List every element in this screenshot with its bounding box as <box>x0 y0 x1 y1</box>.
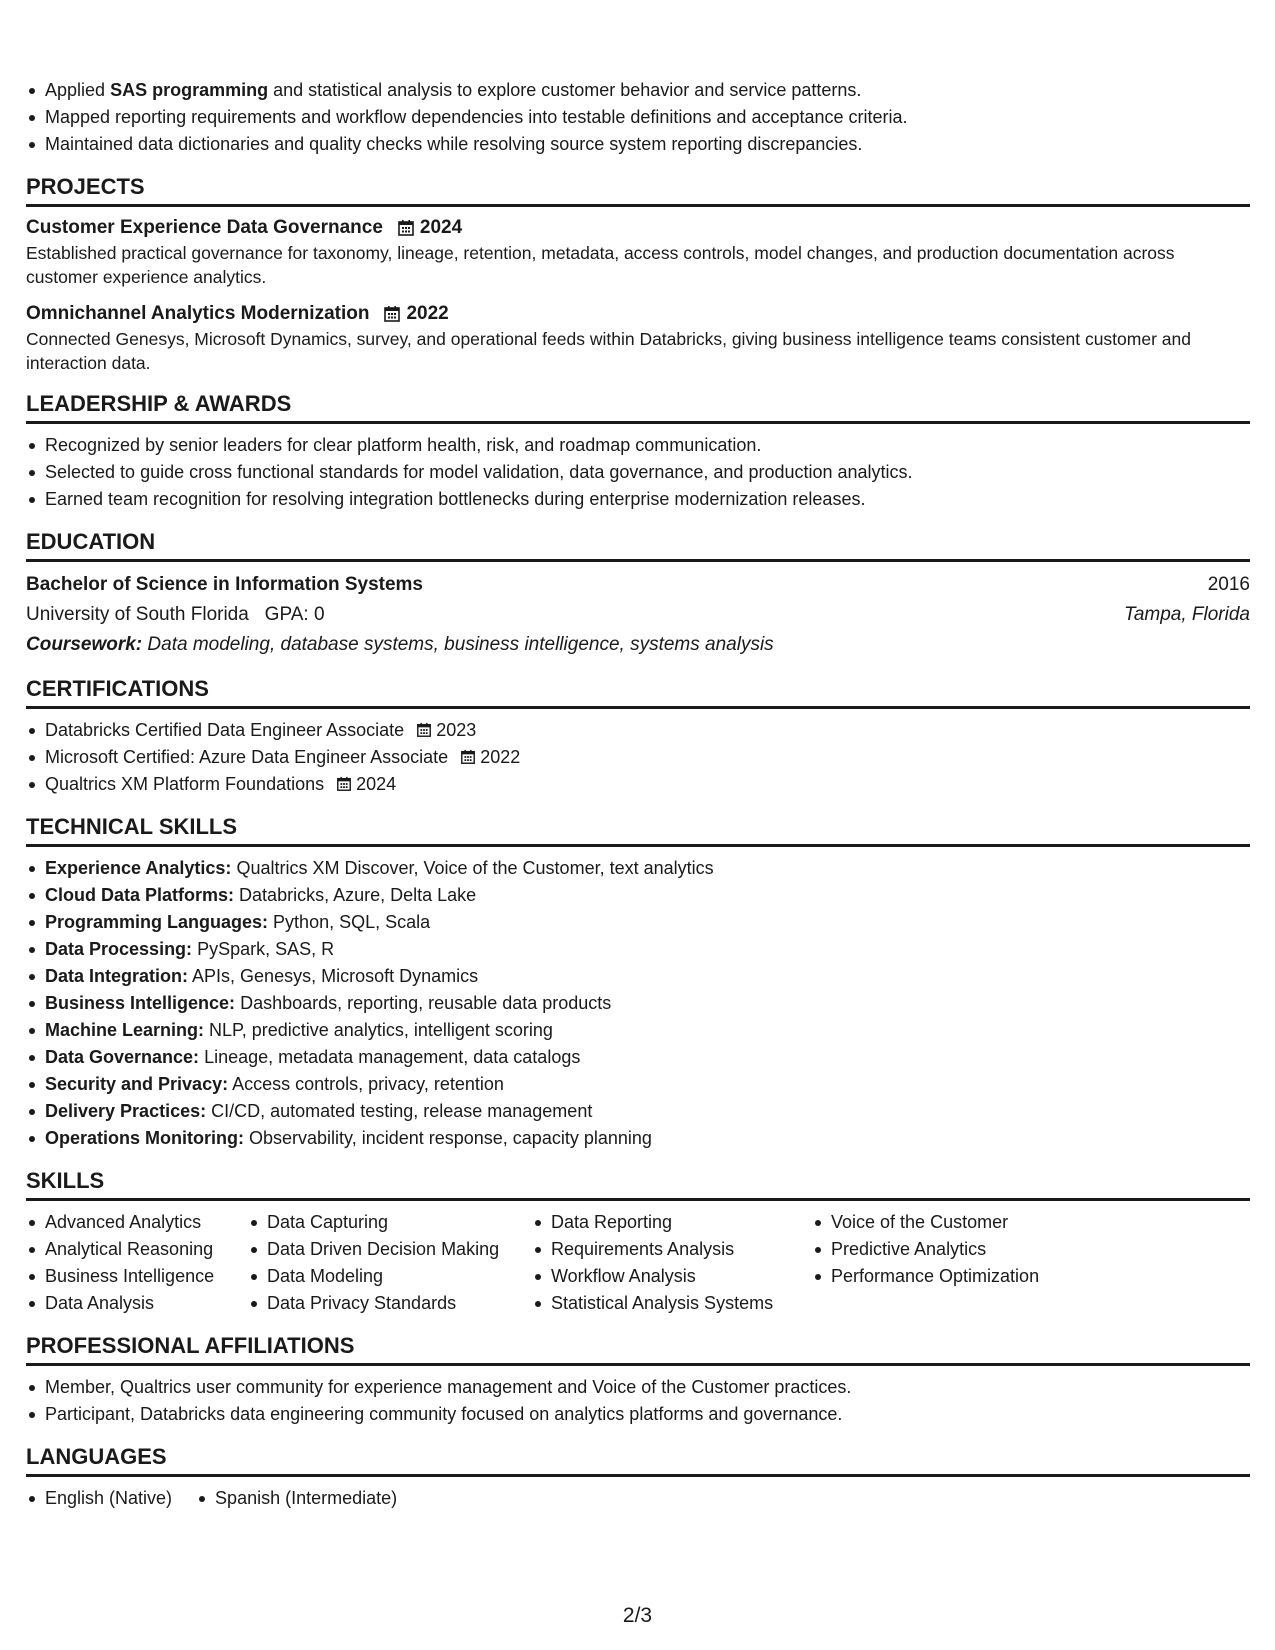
projects-section <box>26 173 1250 375</box>
list-item: Microsoft Certified: Azure Data Engineer Associate 2022 <box>26 744 1250 771</box>
list-item: Experience Analytics: Qualtrics XM Discover, Voice of the Customer, text analytics <box>26 855 1250 882</box>
list-item: Workflow Analysis <box>532 1263 812 1290</box>
list-item: Programming Languages: Python, SQL, Scala <box>26 909 1250 936</box>
list-item: Advanced Analytics <box>26 1209 248 1236</box>
section-title: PROFESSIONAL AFFILIATIONS <box>26 1332 1250 1366</box>
list-item: Machine Learning: NLP, predictive analytics, intelligent scoring <box>26 1017 1250 1044</box>
project-name: Customer Experience Data Governance <box>26 217 383 238</box>
graduation-year: 2016 <box>1207 574 1250 595</box>
skills-grid <box>26 1209 1250 1317</box>
degree: Bachelor of Science in Information Systems <box>26 574 423 595</box>
list-item: Data Privacy Standards <box>248 1290 532 1317</box>
section-title: PROJECTS <box>26 173 1250 207</box>
list-item: Selected to guide cross functional standards for model validation, data governance, and production analytics. <box>26 459 1250 486</box>
skills-column <box>248 1209 532 1317</box>
list-item: Participant, Databricks data engineering community focused on analytics platforms and governance. <box>26 1401 1250 1428</box>
calendar-icon <box>416 722 432 738</box>
list-item: Spanish (Intermediate) <box>196 1485 397 1512</box>
calendar-icon <box>336 776 352 792</box>
calendar-icon <box>460 749 476 765</box>
section-title: EDUCATION <box>26 528 1250 562</box>
list-item: Maintained data dictionaries and quality checks while resolving source system reporting discrepancies. <box>26 131 1250 158</box>
list-item: Voice of the Customer <box>812 1209 1072 1236</box>
project-description: Established practical governance for taxonomy, lineage, retention, metadata, access controls, model changes, and production documentation across customer experience analytics. <box>26 243 1175 287</box>
list-item: Member, Qualtrics user community for experience management and Voice of the Customer practices. <box>26 1374 1250 1401</box>
skills-section <box>26 1167 1250 1317</box>
experience-bullets <box>26 77 1250 158</box>
list-item: Data Reporting <box>532 1209 812 1236</box>
calendar-icon <box>397 219 415 237</box>
section-title: CERTIFICATIONS <box>26 675 1250 709</box>
education-section <box>26 528 1250 660</box>
list-item: Mapped reporting requirements and workflow dependencies into testable definitions and acceptance criteria. <box>26 104 1250 131</box>
certifications-section <box>26 675 1250 798</box>
coursework-row <box>26 630 1250 660</box>
section-title: TECHNICAL SKILLS <box>26 813 1250 847</box>
affiliations-section <box>26 1332 1250 1428</box>
list-item: Recognized by senior leaders for clear platform health, risk, and roadmap communication. <box>26 432 1250 459</box>
list-item: Data Integration: APIs, Genesys, Microsoft Dynamics <box>26 963 1250 990</box>
location: Tampa, Florida <box>1123 604 1250 625</box>
list-item: Predictive Analytics <box>812 1236 1072 1263</box>
list-item: Delivery Practices: CI/CD, automated testing, release management <box>26 1098 1250 1125</box>
list-item: English (Native) <box>26 1485 172 1512</box>
list-item: Statistical Analysis Systems <box>532 1290 812 1317</box>
project-heading <box>26 301 1250 327</box>
languages-section <box>26 1443 1250 1512</box>
education-degree-row <box>26 570 1250 600</box>
list-item: Applied SAS programming and statistical analysis to explore customer behavior and service patterns. <box>26 77 1250 104</box>
list-item: Qualtrics XM Platform Foundations 2024 <box>26 771 1250 798</box>
list-item: Data Modeling <box>248 1263 532 1290</box>
page-number: 2/3 <box>622 1604 653 1627</box>
calendar-icon <box>383 305 401 323</box>
project-description: Connected Genesys, Microsoft Dynamics, survey, and operational feeds within Databricks, giving business intelligence teams consistent customer and interaction data. <box>26 329 1191 373</box>
list-item: Business Intelligence <box>26 1263 248 1290</box>
education-school-row <box>26 600 1250 630</box>
project-year: 2022 <box>406 303 449 324</box>
resume-page <box>26 77 1250 1512</box>
list-item: Analytical Reasoning <box>26 1236 248 1263</box>
gpa: GPA: 0 <box>264 604 325 625</box>
skills-column <box>532 1209 812 1317</box>
list-item: Data Processing: PySpark, SAS, R <box>26 936 1250 963</box>
technical-skills-section <box>26 813 1250 1152</box>
section-title: SKILLS <box>26 1167 1250 1201</box>
list-item: Cloud Data Platforms: Databricks, Azure, Delta Lake <box>26 882 1250 909</box>
leadership-section <box>26 390 1250 513</box>
list-item: Data Analysis <box>26 1290 248 1317</box>
list-item: Earned team recognition for resolving integration bottlenecks during enterprise modernization releases. <box>26 486 1250 513</box>
section-title: LANGUAGES <box>26 1443 1250 1477</box>
list-item: Databricks Certified Data Engineer Associate 2023 <box>26 717 1250 744</box>
list-item: Data Capturing <box>248 1209 532 1236</box>
coursework-label: Coursework: <box>26 634 143 655</box>
list-item: Data Driven Decision Making <box>248 1236 532 1263</box>
school: University of South Florida <box>26 604 249 625</box>
skills-column <box>26 1209 248 1317</box>
skills-column <box>812 1209 1072 1317</box>
list-item: Operations Monitoring: Observability, incident response, capacity planning <box>26 1125 1250 1152</box>
list-item: Business Intelligence: Dashboards, reporting, reusable data products <box>26 990 1250 1017</box>
project-heading <box>26 215 1250 241</box>
project-name: Omnichannel Analytics Modernization <box>26 303 370 324</box>
section-title: LEADERSHIP & AWARDS <box>26 390 1250 424</box>
list-item: Data Governance: Lineage, metadata management, data catalogs <box>26 1044 1250 1071</box>
project-year: 2024 <box>419 217 463 238</box>
coursework: Data modeling, database systems, business intelligence, systems analysis <box>147 634 774 655</box>
list-item: Security and Privacy: Access controls, privacy, retention <box>26 1071 1250 1098</box>
list-item: Performance Optimization <box>812 1263 1072 1290</box>
list-item: Requirements Analysis <box>532 1236 812 1263</box>
